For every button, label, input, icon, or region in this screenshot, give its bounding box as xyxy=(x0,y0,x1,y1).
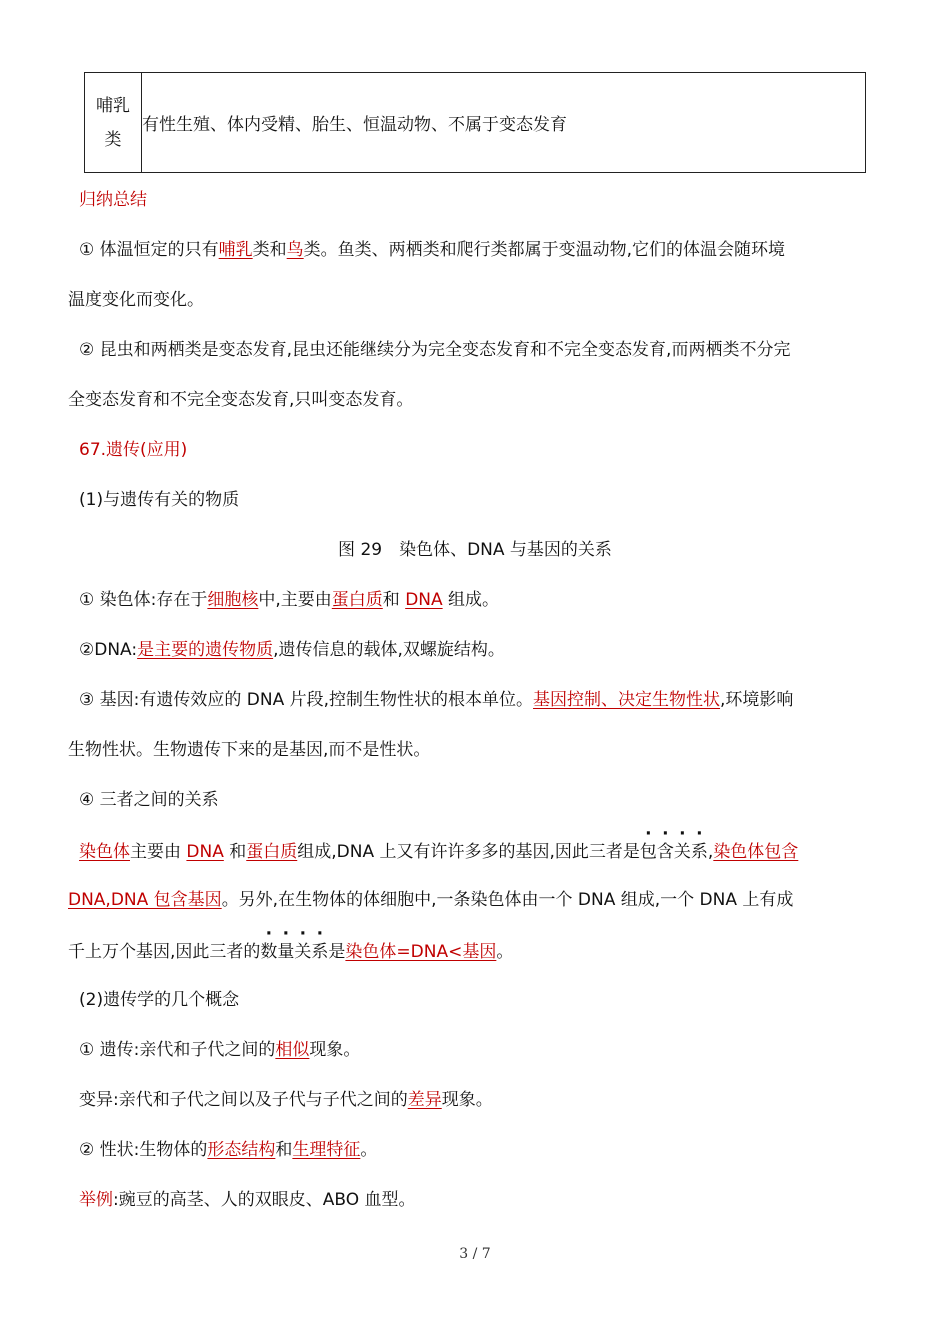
item-chromosome xyxy=(79,588,499,612)
item-dna xyxy=(79,638,505,662)
text-run: 。 xyxy=(496,942,514,962)
text-run: ① 体温恒定的只有 xyxy=(79,240,219,260)
item-relationship: ④ 三者之间的关系 xyxy=(79,790,219,810)
answer-dna: DNA xyxy=(405,590,443,610)
emphasis-char: 关 xyxy=(294,942,312,962)
text-run: 。 xyxy=(360,1140,378,1160)
figure-caption: 图 29 染色体、DNA 与基因的关系 xyxy=(338,540,612,560)
subheading-1: (1)与遗传有关的物质 xyxy=(79,490,240,510)
text-run: 组成。 xyxy=(442,590,500,610)
section-67-heading: 67.遗传(应用) xyxy=(79,440,188,460)
text-run: ,遗传信息的载体,双螺旋结构。 xyxy=(273,640,505,660)
answer-gene-control: 基因控制、决定生物性状 xyxy=(533,690,721,710)
concept-heredity xyxy=(79,1038,360,1062)
emphasis-char: 关 xyxy=(673,842,691,862)
text-run: 和 xyxy=(382,590,406,610)
text-run: 是 xyxy=(328,942,346,962)
text-run: 类和 xyxy=(252,240,287,260)
row-name-line1: 哺乳 xyxy=(96,95,130,116)
relationship-para-line3 xyxy=(68,940,513,964)
example-label: 举例 xyxy=(79,1190,113,1210)
answer-chromosome-contains: 染色体包含 xyxy=(713,842,799,862)
answer-bird: 鸟 xyxy=(286,240,304,260)
emphasis-char: 包 xyxy=(639,842,657,862)
text-run: ① 遗传:亲代和子代之间的 xyxy=(79,1040,276,1060)
text-run: 和 xyxy=(275,1140,293,1160)
text-run: 主要由 xyxy=(130,842,187,862)
text-run: 现象。 xyxy=(309,1040,361,1060)
text-run: ②DNA: xyxy=(79,640,138,660)
answer-chromosome: 染色体 xyxy=(79,842,130,862)
answer-protein: 蛋白质 xyxy=(331,590,383,610)
summary-p1-line2: 温度变化而变化。 xyxy=(68,290,204,310)
answer-nucleus: 细胞核 xyxy=(207,590,259,610)
emphasis-char: 系 xyxy=(311,942,329,962)
concept-trait xyxy=(79,1138,377,1162)
answer-physiology: 生理特征 xyxy=(292,1140,361,1160)
answer-mammal: 哺乳 xyxy=(218,240,253,260)
answer-quantity: 染色体=DNA<基因 xyxy=(345,942,497,962)
text-run: 组成,DNA 上又有许许多多的基因,因此三者是 xyxy=(297,842,640,862)
text-run: 现象。 xyxy=(441,1090,493,1110)
classification-table xyxy=(84,72,866,173)
text-run: 和 xyxy=(223,842,247,862)
answer-protein-2: 蛋白质 xyxy=(246,842,298,862)
answer-difference: 差异 xyxy=(407,1090,442,1110)
emphasis-char: 数 xyxy=(260,942,278,962)
row-desc-cell: 有性生殖、体内受精、胎生、恒温动物、不属于变态发育 xyxy=(142,73,866,173)
emphasis-char: 系 xyxy=(690,842,708,862)
text-run: 变异:亲代和子代之间以及子代与子代之间的 xyxy=(79,1090,408,1110)
table-row xyxy=(85,73,866,173)
emphasis-dotted-text xyxy=(640,842,708,862)
text-run: 。另外,在生物体的体细胞中,一条染色体由一个 DNA 组成,一个 DNA 上有成 xyxy=(221,890,794,910)
concept-variation xyxy=(79,1088,493,1112)
row-name-line2: 类 xyxy=(104,129,122,150)
summary-heading: 归纳总结 xyxy=(79,190,147,210)
row-name-cell xyxy=(85,73,142,173)
text-run: ① 染色体:存在于 xyxy=(79,590,208,610)
item-gene-line1 xyxy=(79,688,793,712)
text-run: ③ 基因:有遗传效应的 DNA 片段,控制生物性状的根本单位。 xyxy=(79,690,534,710)
answer-dna-contains-gene: DNA,DNA 包含基因 xyxy=(68,890,222,910)
page-number: 3 / 7 xyxy=(459,1246,491,1262)
answer-similarity: 相似 xyxy=(275,1040,310,1060)
answer-morphology: 形态结构 xyxy=(207,1140,276,1160)
answer-dna-2: DNA xyxy=(186,842,224,862)
summary-p2-line1: ② 昆虫和两栖类是变态发育,昆虫还能继续分为完全变态发育和不完全变态发育,而两栖类不分完 xyxy=(79,340,791,360)
summary-p2-line2: 全变态发育和不完全变态发育,只叫变态发育。 xyxy=(68,390,414,410)
answer-genetic-material: 是主要的遗传物质 xyxy=(137,640,274,660)
emphasis-char: 量 xyxy=(277,942,295,962)
summary-p1-line1 xyxy=(79,238,785,262)
text-run: 类。鱼类、两栖类和爬行类都属于变温动物,它们的体温会随环境 xyxy=(303,240,786,260)
relationship-para-line2 xyxy=(68,888,793,912)
text-run: 中,主要由 xyxy=(258,590,332,610)
text-run: , xyxy=(707,842,714,862)
emphasis-dotted-text xyxy=(260,942,328,962)
example-line xyxy=(79,1188,416,1212)
subheading-2: (2)遗传学的几个概念 xyxy=(79,990,240,1010)
text-run: ② 性状:生物体的 xyxy=(79,1140,208,1160)
item-gene-line2: 生物性状。生物遗传下来的是基因,而不是性状。 xyxy=(68,740,431,760)
relationship-para-line1 xyxy=(79,840,798,864)
text-run: 千上万个基因,因此三者的 xyxy=(68,942,261,962)
text-run: ,环境影响 xyxy=(720,690,794,710)
emphasis-char: 含 xyxy=(656,842,674,862)
text-run: :豌豆的高茎、人的双眼皮、ABO 血型。 xyxy=(113,1190,416,1210)
